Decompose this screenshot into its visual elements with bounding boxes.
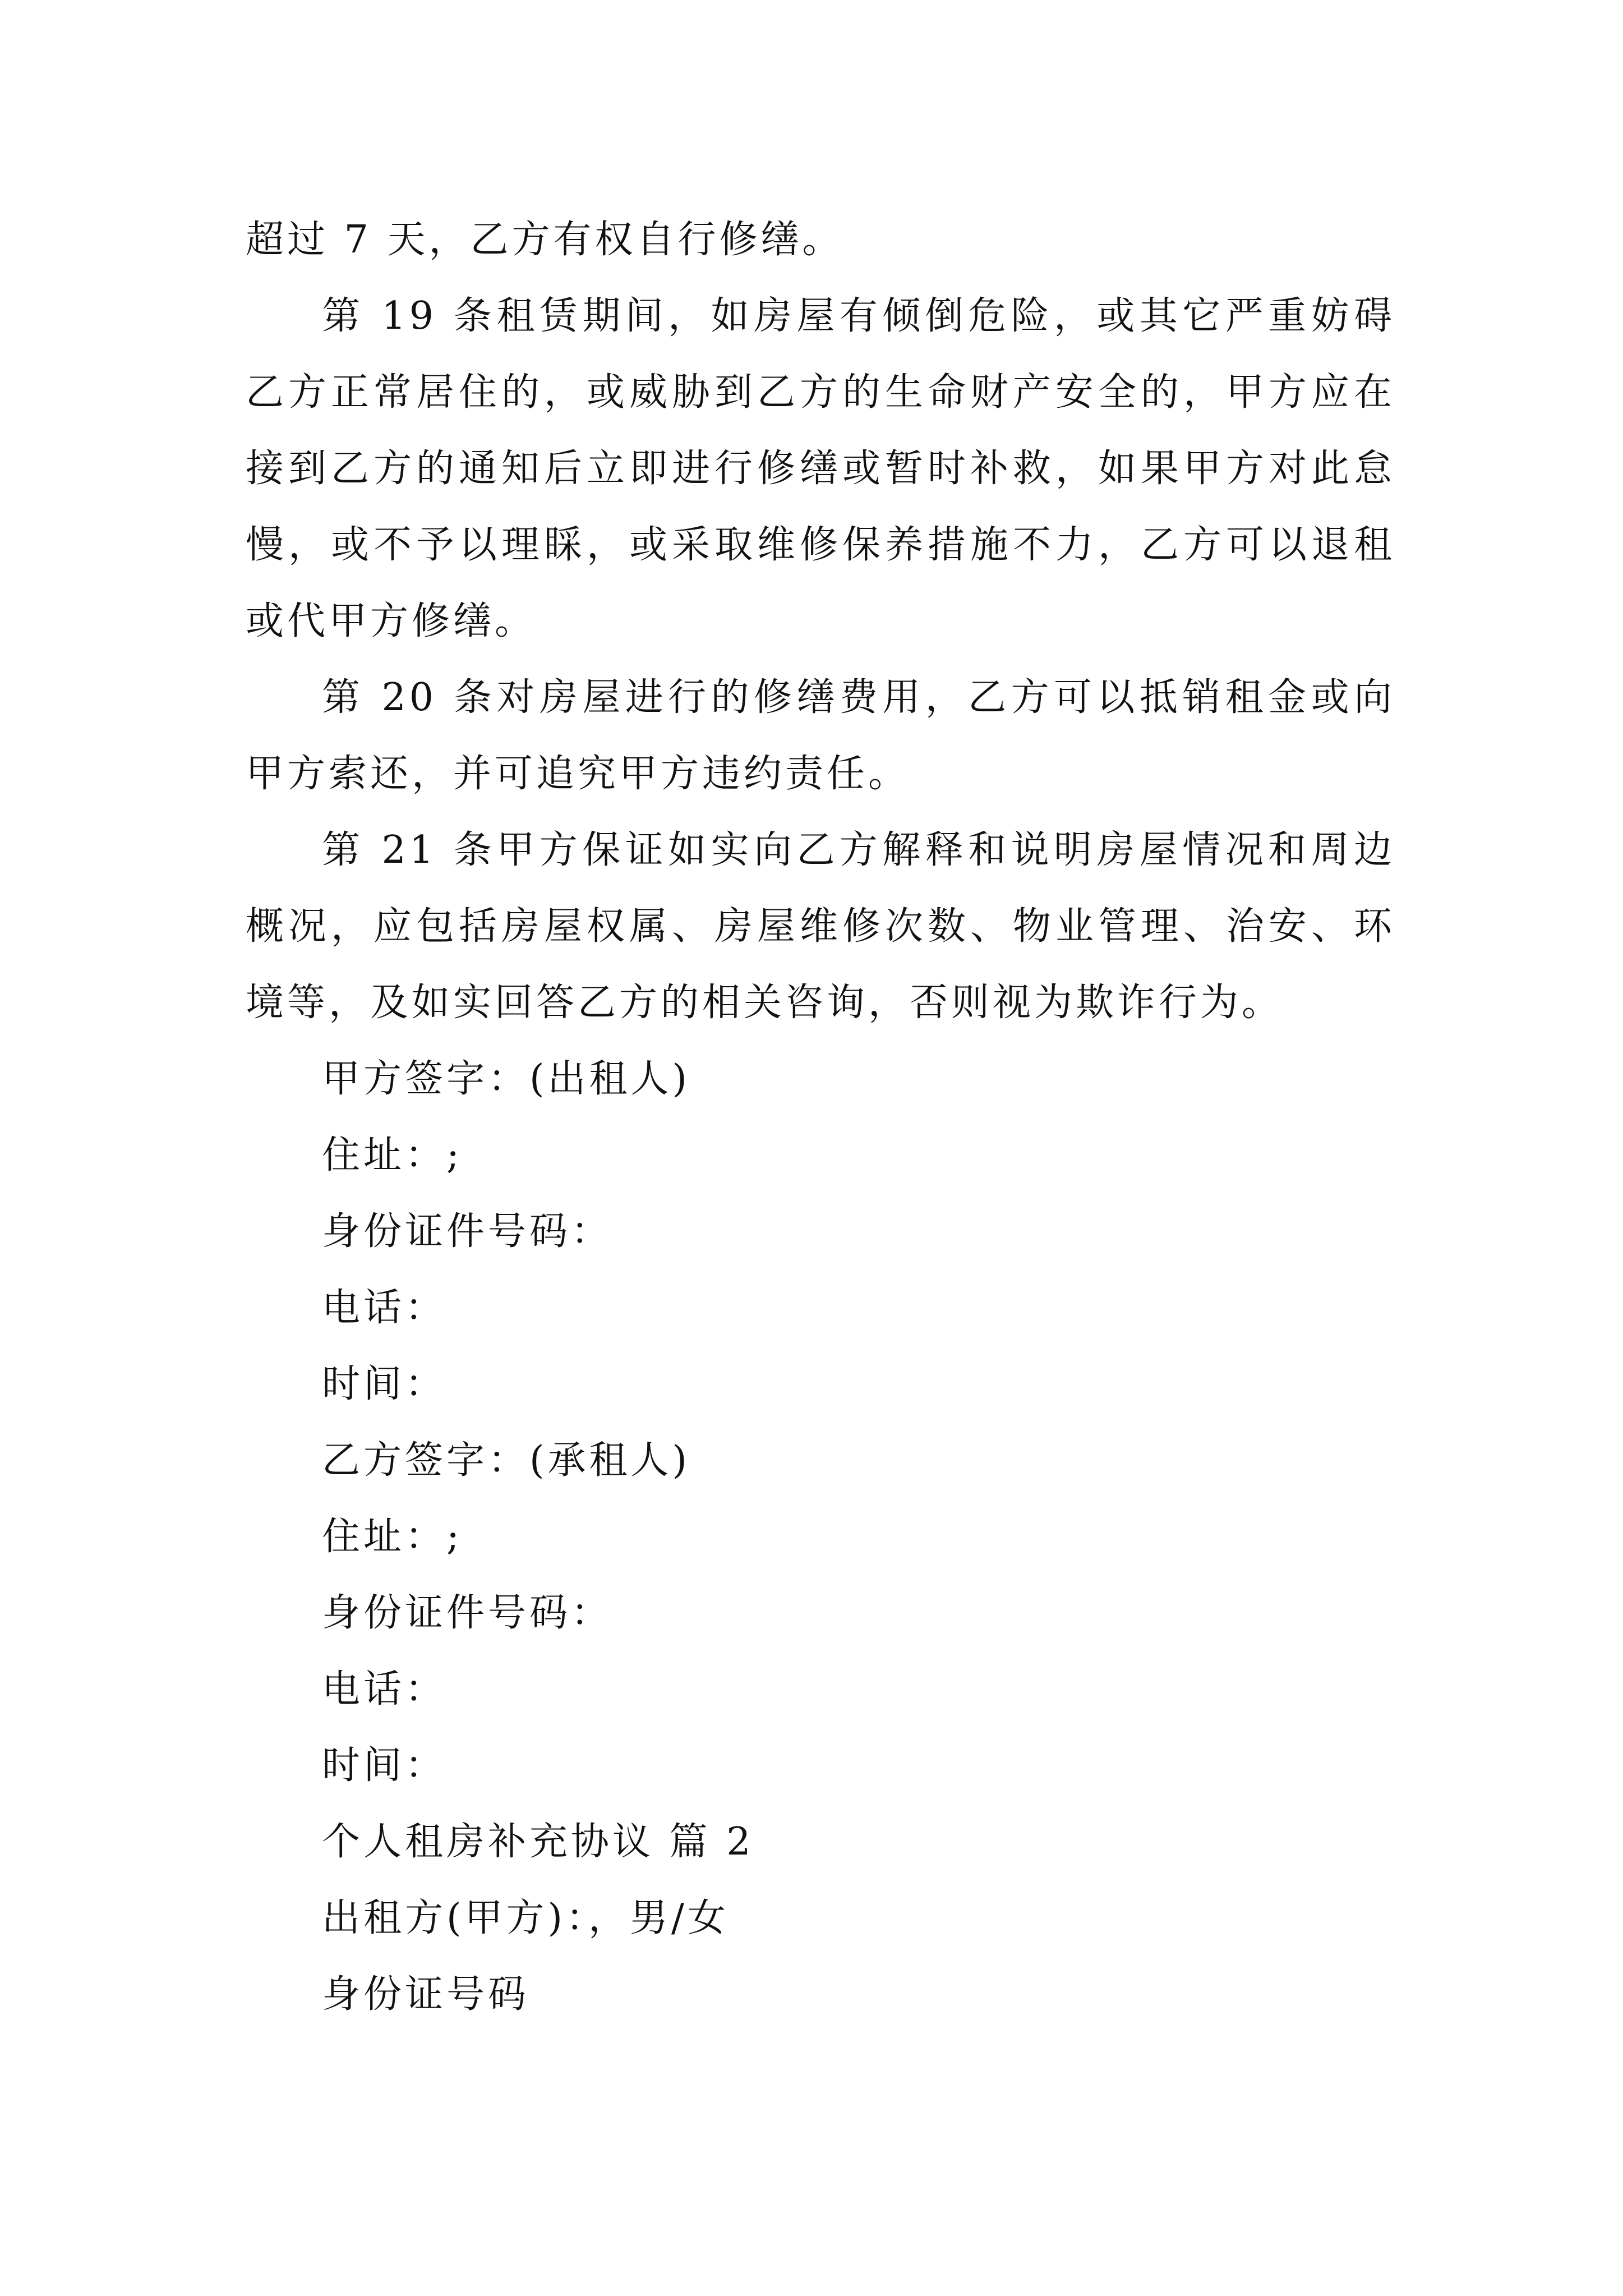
party-b-time-label: 时间：: [322, 1743, 447, 1788]
lessor-id-label: 身份证号码: [322, 1972, 530, 2017]
party-a-time-label: 时间：: [322, 1362, 447, 1406]
party-a-signature-label: 甲方签字：(出租人): [322, 1057, 691, 1101]
party-a-id-label: 身份证件号码：: [322, 1209, 613, 1254]
section-heading-part-2: 个人租房补充协议 篇 2: [322, 1820, 754, 1864]
party-b-address-label: 住址：;: [322, 1515, 463, 1559]
lessor-label: 出租方(甲方)：，男/女: [322, 1896, 729, 1940]
document-body: [246, 202, 1395, 2033]
paragraph-continuation: 超过 7 天，乙方有权自行修缮。: [246, 218, 844, 262]
party-a-phone-label: 电话：: [322, 1286, 447, 1330]
party-b-id-label: 身份证件号码：: [322, 1591, 613, 1635]
party-b-phone-label: 电话：: [322, 1667, 447, 1711]
party-b-signature-label: 乙方签字：(承租人): [322, 1438, 691, 1483]
paragraph-article-19: 第 19 条租赁期间，如房屋有倾倒危险，或其它严重妨碍乙方正常居住的，或威胁到乙方的生命财产安全的，甲方应在接到乙方的通知后立即进行修缮或暂时补救，如果甲方对此怠慢，或不予以理睬，或采取维修保养措施不力，乙方可以退租或代甲方修缮。: [246, 294, 1395, 643]
paragraph-article-20: 第 20 条对房屋进行的修缮费用，乙方可以抵销租金或向甲方索还，并可追究甲方违约责任。: [246, 675, 1395, 796]
paragraph-article-21: 第 21 条甲方保证如实向乙方解释和说明房屋情况和周边概况，应包括房屋权属、房屋维修次数、物业管理、治安、环境等，及如实回答乙方的相关咨询，否则视为欺诈行为。: [246, 828, 1395, 1025]
party-a-address-label: 住址：;: [322, 1133, 463, 1177]
